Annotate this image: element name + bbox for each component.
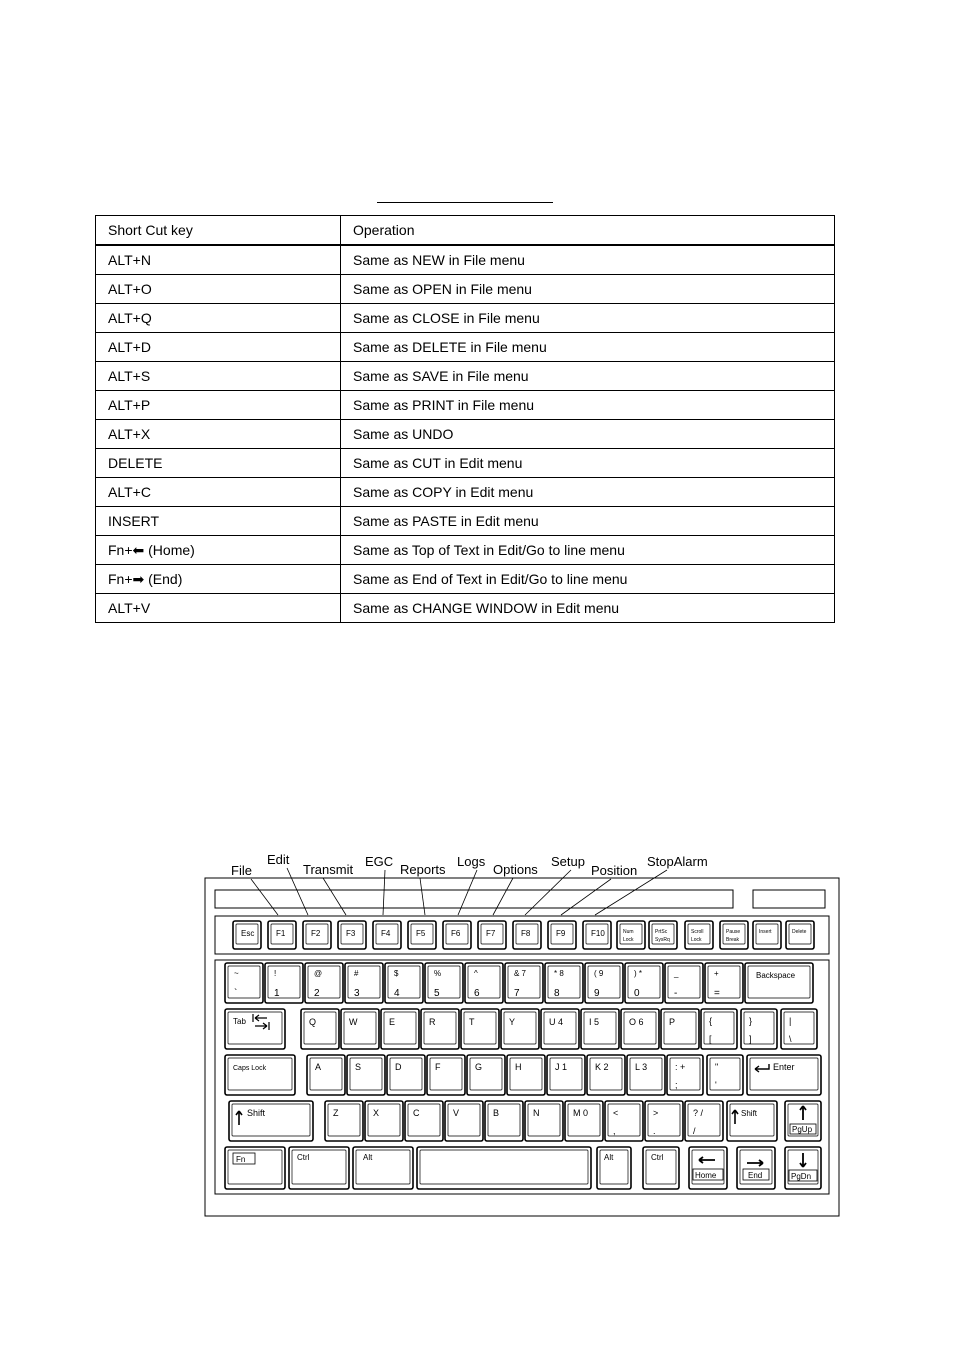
function-key-label: Insert — [759, 929, 772, 935]
letter-key-label: I 5 — [589, 1017, 600, 1027]
pgup-label: PgUp — [792, 1125, 813, 1134]
letter-key — [467, 1055, 505, 1095]
key-label-bottom: 5 — [434, 988, 440, 999]
letter-key — [325, 1101, 363, 1141]
number-key — [345, 963, 383, 1003]
key-label-bottom: ; — [675, 1080, 678, 1090]
letter-key-label: P — [669, 1017, 676, 1027]
operation-cell: Same as PRINT in File menu — [341, 391, 835, 420]
key-label-bottom: - — [674, 988, 678, 999]
key-label-top: | — [789, 1016, 792, 1026]
letter-key — [501, 1009, 539, 1049]
function-key — [685, 921, 713, 949]
ctrl-label: Ctrl — [651, 1153, 664, 1162]
operation-cell: Same as CLOSE in File menu — [341, 304, 835, 333]
shortcut-key-cell: INSERT — [96, 507, 341, 536]
header-operation: Operation — [341, 216, 835, 246]
letter-key — [347, 1055, 385, 1095]
letter-key-label: N — [533, 1108, 540, 1118]
key-label-top: ( 9 — [594, 969, 604, 978]
function-key-label: Scroll — [691, 929, 704, 935]
letter-key-label: H — [515, 1062, 522, 1072]
key-label-top: ! — [274, 969, 277, 978]
key-label-top: ^ — [474, 969, 478, 978]
letter-key-label: Q — [309, 1017, 317, 1027]
letter-key — [301, 1009, 339, 1049]
key-label-bottom: = — [714, 988, 720, 999]
function-key-label: Break — [726, 937, 740, 943]
key-label-bottom: [ — [709, 1034, 712, 1044]
function-key-label: PrtSc — [655, 929, 668, 935]
pgdn-label: PgDn — [791, 1172, 812, 1181]
key-label-bottom: \ — [789, 1034, 792, 1044]
function-key-label: Pause — [726, 929, 741, 935]
shortcut-key-cell: ALT+V — [96, 594, 341, 623]
key-label-top: < — [613, 1108, 619, 1118]
shift-label: Shift — [247, 1108, 266, 1118]
table-row — [96, 507, 835, 536]
key-label-top: @ — [314, 969, 323, 978]
letter-key-label: J 1 — [555, 1062, 568, 1072]
punct-key — [781, 1009, 817, 1049]
function-key-label: Esc — [241, 929, 255, 938]
letter-key-label: W — [349, 1017, 358, 1027]
caps-lock-label: Caps Lock — [233, 1065, 267, 1072]
letter-key-label: K 2 — [595, 1062, 609, 1072]
punct-key — [707, 1055, 743, 1095]
letter-key-label: V — [453, 1108, 460, 1118]
table-row — [96, 478, 835, 507]
callout-label: Setup — [551, 854, 585, 869]
shortcut-key-cell: DELETE — [96, 449, 341, 478]
punct-key — [701, 1009, 737, 1049]
alt-label: Alt — [363, 1153, 373, 1162]
function-key — [649, 921, 677, 949]
operation-cell: Same as PASTE in Edit menu — [341, 507, 835, 536]
letter-key-label: T — [469, 1017, 475, 1027]
shortcut-key-cell: ALT+N — [96, 245, 341, 275]
function-key-label: F8 — [521, 929, 531, 938]
function-key-label: Num — [623, 929, 634, 935]
key-label-top: ~ — [234, 969, 239, 978]
shortcut-table — [95, 215, 835, 623]
letter-key — [445, 1101, 483, 1141]
operation-cell: Same as COPY in Edit menu — [341, 478, 835, 507]
number-key — [305, 963, 343, 1003]
caps-lock-key — [225, 1055, 295, 1095]
table-row — [96, 333, 835, 362]
letter-key — [421, 1009, 459, 1049]
table-row — [96, 420, 835, 449]
home-key — [689, 1147, 727, 1189]
letter-key-label: C — [413, 1108, 420, 1118]
key-label-bottom: 2 — [314, 988, 320, 999]
number-key — [465, 963, 503, 1003]
number-key — [625, 963, 663, 1003]
operation-cell: Same as OPEN in File menu — [341, 275, 835, 304]
shortcut-key-cell: ALT+Q — [96, 304, 341, 333]
letter-key — [621, 1009, 659, 1049]
function-key-label: F1 — [276, 929, 286, 938]
key-label-top: # — [354, 969, 359, 978]
function-key — [786, 921, 814, 949]
shortcut-key-cell: ALT+P — [96, 391, 341, 420]
callout-label: Transmit — [303, 862, 354, 877]
table-row — [96, 275, 835, 304]
function-key-label: F3 — [346, 929, 356, 938]
key-label-bottom: 0 — [634, 988, 640, 999]
number-key — [265, 963, 303, 1003]
table-row — [96, 304, 835, 333]
right-alt-key — [597, 1147, 631, 1189]
function-key-label: F9 — [556, 929, 566, 938]
function-key-label: SysRq — [655, 937, 670, 943]
letter-key-label: B — [493, 1108, 500, 1118]
punct-key — [605, 1101, 643, 1141]
function-key-label: F2 — [311, 929, 321, 938]
key-label-bottom: 4 — [394, 988, 400, 999]
key-label-bottom: 6 — [474, 988, 480, 999]
left-shift-key — [229, 1101, 313, 1141]
table-row — [96, 565, 835, 594]
key-label-top: % — [434, 969, 442, 978]
callout-label: Options — [493, 862, 538, 877]
function-key-label: F5 — [416, 929, 426, 938]
operation-cell: Same as CHANGE WINDOW in Edit menu — [341, 594, 835, 623]
key-label-bottom: ` — [234, 988, 238, 999]
enter-key — [747, 1055, 821, 1095]
function-key-label: Lock — [623, 937, 634, 943]
number-key — [665, 963, 703, 1003]
letter-key-label: O 6 — [629, 1017, 644, 1027]
callout-label: EGC — [365, 854, 394, 869]
table-row — [96, 594, 835, 623]
letter-key-label: Y — [509, 1017, 516, 1027]
letter-key-label: S — [355, 1062, 362, 1072]
tab-key — [225, 1009, 285, 1049]
space-bar — [417, 1147, 591, 1189]
letter-key — [387, 1055, 425, 1095]
key-label-bottom: . — [653, 1126, 656, 1136]
letter-key-label: L 3 — [635, 1062, 648, 1072]
letter-key-label: U 4 — [549, 1017, 564, 1027]
punct-key — [685, 1101, 723, 1141]
letter-key-label: F — [435, 1062, 441, 1072]
number-key — [545, 963, 583, 1003]
key-label-bottom: ' — [715, 1080, 717, 1090]
table-row — [96, 536, 835, 565]
key-label-top: * 8 — [554, 969, 564, 978]
key-label-top: _ — [674, 969, 679, 978]
letter-key — [365, 1101, 403, 1141]
key-label-top: & 7 — [514, 969, 527, 978]
shortcut-key-cell: ALT+O — [96, 275, 341, 304]
callout-label: Logs — [457, 854, 486, 869]
title-underline — [377, 202, 553, 203]
letter-key — [307, 1055, 345, 1095]
number-key — [585, 963, 623, 1003]
function-key-label: F6 — [451, 929, 461, 938]
letter-key — [661, 1009, 699, 1049]
letter-key — [507, 1055, 545, 1095]
number-key — [225, 963, 263, 1003]
function-key — [720, 921, 748, 949]
function-key-label: F4 — [381, 929, 391, 938]
operation-cell: Same as Top of Text in Edit/Go to line menu — [341, 536, 835, 565]
function-key-label: Lock — [691, 937, 702, 943]
shift-label: Shift — [741, 1109, 758, 1118]
letter-key-label: X — [373, 1108, 380, 1118]
letter-key — [587, 1055, 625, 1095]
letter-key-label: R — [429, 1017, 436, 1027]
key-label-bottom: 8 — [554, 988, 560, 999]
number-key — [425, 963, 463, 1003]
letter-key — [461, 1009, 499, 1049]
letter-key — [565, 1101, 603, 1141]
function-key — [617, 921, 645, 949]
table-row — [96, 391, 835, 420]
key-label-top: " — [715, 1062, 719, 1072]
key-label-top: { — [709, 1016, 713, 1026]
table-header-row — [96, 216, 835, 246]
key-label-top: ? / — [693, 1108, 704, 1118]
letter-key-label: M 0 — [573, 1108, 589, 1118]
letter-key-label: E — [389, 1017, 396, 1027]
letter-key — [405, 1101, 443, 1141]
alt-label: Alt — [604, 1153, 614, 1162]
key-label-top: + — [714, 969, 719, 978]
key-label-top: : + — [675, 1062, 686, 1072]
letter-key — [541, 1009, 579, 1049]
operation-cell: Same as CUT in Edit menu — [341, 449, 835, 478]
shortcut-key-cell: ALT+C — [96, 478, 341, 507]
letter-key — [381, 1009, 419, 1049]
key-label-bottom: 7 — [514, 988, 520, 999]
key-label-bottom: 3 — [354, 988, 360, 999]
punct-key — [645, 1101, 683, 1141]
key-label-top: } — [749, 1016, 753, 1026]
callout-label: Edit — [267, 852, 290, 867]
home-label: Home — [695, 1171, 717, 1180]
letter-key-label: Z — [333, 1108, 339, 1118]
function-key — [753, 921, 781, 949]
letter-key — [547, 1055, 585, 1095]
table-row — [96, 245, 835, 275]
letter-key — [485, 1101, 523, 1141]
ctrl-label: Ctrl — [297, 1153, 310, 1162]
key-label-bottom: , — [613, 1126, 616, 1136]
operation-cell: Same as NEW in File menu — [341, 245, 835, 275]
letter-key-label: A — [315, 1062, 322, 1072]
function-key-label: Delete — [792, 929, 807, 935]
letter-key — [341, 1009, 379, 1049]
shortcut-key-cell: ALT+S — [96, 362, 341, 391]
operation-cell: Same as DELETE in File menu — [341, 333, 835, 362]
number-key — [385, 963, 423, 1003]
operation-cell: Same as End of Text in Edit/Go to line menu — [341, 565, 835, 594]
key-label-bottom: ] — [749, 1034, 752, 1044]
end-label: End — [748, 1171, 763, 1180]
operation-cell: Same as UNDO — [341, 420, 835, 449]
header-shortcut-key: Short Cut key — [96, 216, 341, 246]
backspace-label: Backspace — [756, 971, 796, 980]
backspace-key — [745, 963, 813, 1003]
shortcut-key-cell: Fn+➡ (End) — [96, 565, 341, 594]
tab-label: Tab — [233, 1017, 246, 1026]
end-key — [737, 1147, 775, 1189]
punct-key — [741, 1009, 777, 1049]
shortcut-key-cell: ALT+X — [96, 420, 341, 449]
key-label-top: $ — [394, 969, 399, 978]
shortcut-key-cell: Fn+⬅ (Home) — [96, 536, 341, 565]
function-key-label: F10 — [591, 929, 605, 938]
key-label-bottom: 1 — [274, 988, 280, 999]
letter-key — [627, 1055, 665, 1095]
key-label-top: ) * — [634, 969, 642, 978]
key-label-bottom: / — [693, 1126, 696, 1136]
keyboard-diagram — [203, 850, 843, 1220]
operation-cell: Same as SAVE in File menu — [341, 362, 835, 391]
letter-key — [525, 1101, 563, 1141]
callout-label: Position — [591, 863, 638, 878]
letter-key-label: D — [395, 1062, 402, 1072]
enter-label: Enter — [773, 1062, 795, 1072]
table-row — [96, 449, 835, 478]
key-label-bottom: 9 — [594, 988, 600, 999]
callout-label: Reports — [400, 862, 446, 877]
letter-key-label: G — [475, 1062, 483, 1072]
callout-label: StopAlarm — [647, 854, 708, 869]
left-alt-key — [353, 1147, 413, 1189]
punct-key — [667, 1055, 703, 1095]
letter-key — [581, 1009, 619, 1049]
shortcut-key-cell: ALT+D — [96, 333, 341, 362]
key-label-top: > — [653, 1108, 659, 1118]
letter-key — [427, 1055, 465, 1095]
number-key — [705, 963, 743, 1003]
callout-label: File — [231, 863, 252, 878]
function-key-label: F7 — [486, 929, 496, 938]
fn-label: Fn — [236, 1155, 246, 1164]
table-row — [96, 362, 835, 391]
